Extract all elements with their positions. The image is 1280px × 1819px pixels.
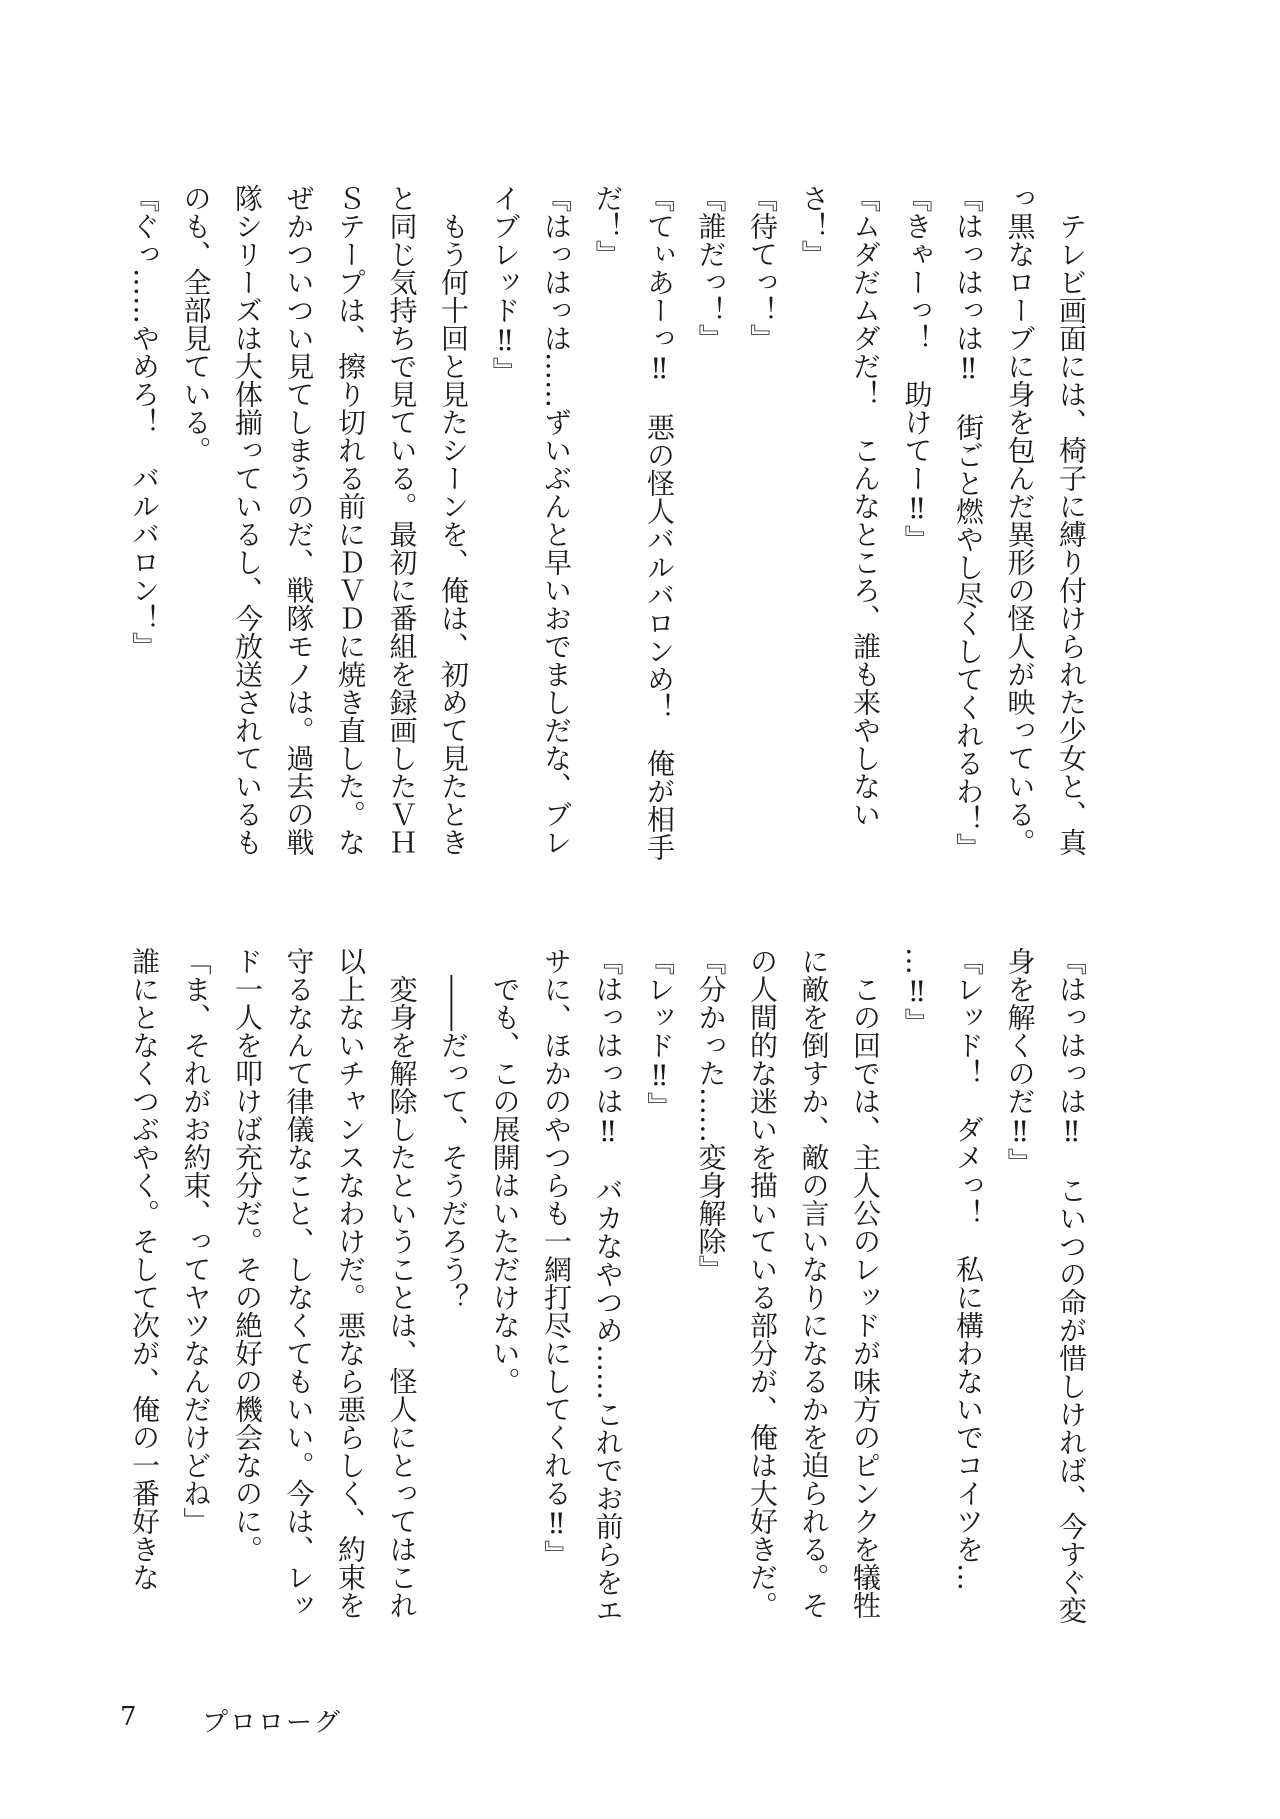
text-line: 『レッド！ ダメっ！ 私に構わないでコイツを… (952, 947, 985, 1591)
text-line: の人間的な迷いを描いている部分が、俺は大好きだ。 (746, 947, 779, 1619)
text-line: に敵を倒すか、敵の言いなりになるかを迫られる。そ (797, 947, 831, 1619)
text-line: 『はっはっは‼ 街ごと燃やし尽くしてくれるわ！』 (952, 184, 985, 861)
text-line: 変身を解除したということは、怪人にとってはこれ (385, 947, 419, 1619)
page-number: 7 (120, 1702, 137, 1732)
text-line: 『ぐっ……やめろ！ バルバロン！』 (128, 184, 161, 660)
text-line: サに、ほかのやつらも一網打尽にしてくれる‼』 (540, 947, 573, 1568)
text-line: 誰にとなくつぶやく。そして次が、俺の一番好きな (128, 947, 161, 1591)
chapter-title: プロローグ (202, 1708, 343, 1738)
text-line: テレビ画面には、椅子に縛り付けられた少女と、真 (1055, 184, 1088, 856)
text-line: 『分かった……変身解除』 (694, 947, 728, 1283)
upper-text-block (119, 184, 1097, 864)
text-line: …‼』 (900, 947, 934, 1036)
text-line: ぜかついつい見てしまうのだ、戦隊モノは。過去の戦 (282, 184, 316, 856)
text-line: 『誰だっ！』 (694, 184, 728, 352)
text-line: この回では、主人公のレッドが味方のピンクを犠牲 (849, 947, 882, 1619)
text-line: 『きゃーっ！ 助けてー‼』 (900, 184, 934, 553)
text-line: さ！』 (797, 184, 831, 268)
text-line: でも、この展開はいただけない。 (488, 947, 522, 1395)
text-line: もう何十回と見たシーンを、俺は、初めて見たとき (437, 184, 470, 856)
text-line: だ！』 (591, 184, 625, 268)
text-line: 守るなんて律儀なこと、しなくてもいい。今は、レッ (282, 947, 316, 1619)
text-line: 『待てっ！』 (746, 184, 779, 352)
lower-text-block (119, 947, 1097, 1627)
text-line: 身を解くのだ‼』 (1003, 947, 1037, 1176)
text-line: 『てぃあーっ‼ 悪の怪人バルバロンめ！ 俺が相手 (643, 184, 676, 861)
text-line: っ黒なローブに身を包んだ異形の怪人が映っている。 (1003, 184, 1037, 856)
text-line: 『はっはっは‼ こいつの命が惜しければ、今すぐ変 (1055, 947, 1088, 1624)
text-line: Ｓテープは、擦り切れる前にＤＶＤに焼き直した。な (334, 184, 367, 856)
text-line: 以上ないチャンスなわけだ。悪なら悪らしく、約束を (334, 947, 367, 1619)
text-line: のも、全部見ている。 (179, 184, 213, 464)
text-line: 『はっはっは‼ バカなやつめ……これでお前らをエ (591, 947, 625, 1624)
text-line: ド一人を叩けば充分だ。その絶好の機会なのに。 (231, 947, 264, 1563)
text-line: ――だって、そうだろう？ (437, 947, 470, 1311)
text-line: 『はっはっは……ずいぶんと早いおでましだな、ブレ (540, 184, 573, 856)
text-line: と同じ気持ちで見ている。最初に番組を録画したＶＨ (385, 184, 419, 856)
text-line: 「ま、それがお約束、ってヤツなんだけどね」 (179, 947, 213, 1535)
text-line: イブレッド‼』 (488, 184, 522, 385)
text-line: 『ムダだムダだ！ こんなところ、誰も来やしない (849, 184, 882, 828)
text-line: 隊シリーズは大体揃っているし、今放送されているも (231, 184, 264, 856)
text-line: 『レッド‼』 (643, 947, 676, 1120)
